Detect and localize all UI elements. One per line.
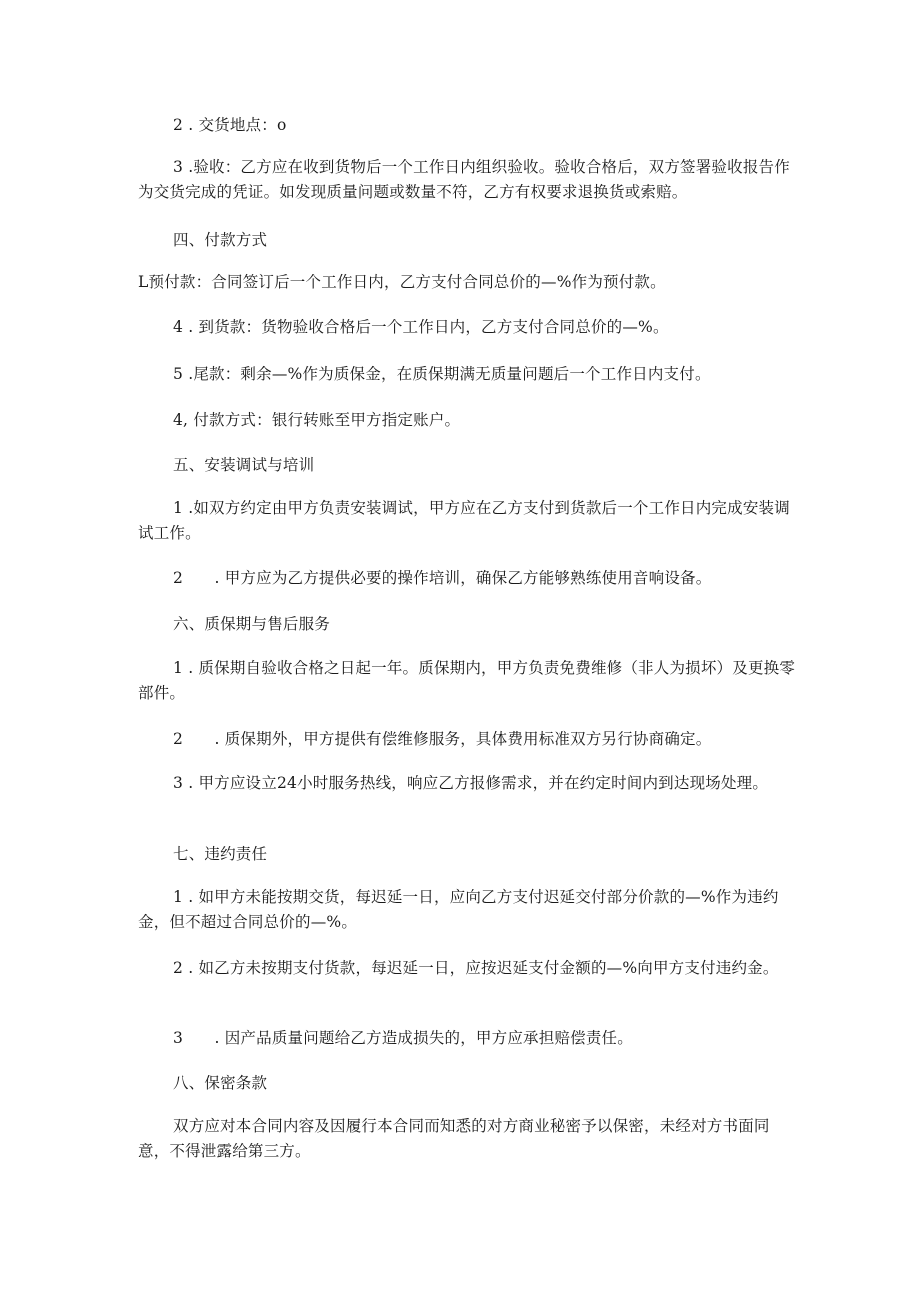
payment-method-clause: 4, 付款方式：银行转账至甲方指定账户。 [173, 411, 461, 429]
warranty-period-clause: 1 . 质保期自验收合格之日起一年。质保期内，甲方负责免费维修（非人为损坏）及更换零部件。 [138, 659, 796, 702]
section-heading-payment: 四、付款方式 [173, 231, 268, 249]
late-delivery-clause: 1 . 如甲方未能按期交货，每迟延一日，应向乙方支付迟延交付部分价款的—%作为违约金，但不超过合同总价的—%。 [138, 888, 779, 931]
final-payment-clause: 5 .尾款：剩余—%作为质保金，在质保期满无质量问题后一个工作日内支付。 [173, 365, 711, 383]
installation-clause: 1 .如双方约定由甲方负责安装调试，甲方应在乙方支付到货款后一个工作日内完成安装调试工作。 [138, 499, 790, 542]
section-heading-confidentiality: 八、保密条款 [173, 1074, 268, 1092]
service-hotline-clause: 3 . 甲方应设立24小时服务热线，响应乙方报修需求，并在约定时间内到达现场处理。 [173, 774, 769, 792]
training-clause: 2 . 甲方应为乙方提供必要的操作培训，确保乙方能够熟练使用音响设备。 [173, 569, 712, 587]
delivery-location-clause: 2 . 交货地点：o [173, 116, 287, 134]
confidentiality-clause: 双方应对本合同内容及因履行本合同而知悉的对方商业秘密予以保密，未经对方书面同意，不得泄露给第三方。 [138, 1117, 770, 1160]
late-payment-clause: 2 . 如乙方未按期支付货款，每迟延一日，应按迟延支付金额的—%向甲方支付违约金。 [173, 959, 779, 977]
section-heading-installation: 五、安装调试与培训 [173, 456, 315, 474]
post-warranty-clause: 2 . 质保期外，甲方提供有偿维修服务，具体费用标准双方另行协商确定。 [173, 730, 712, 748]
acceptance-clause: 3 .验收：乙方应在收到货物后一个工作日内组织验收。验收合格后，双方签署验收报告作为交货完成的凭证。如发现质量问题或数量不符，乙方有权要求退换货或索赔。 [138, 158, 790, 201]
arrival-payment-clause: 4 . 到货款：货物验收合格后一个工作日内，乙方支付合同总价的—%。 [173, 318, 669, 336]
section-heading-warranty: 六、质保期与售后服务 [173, 615, 331, 633]
section-heading-liability: 七、违约责任 [173, 845, 268, 863]
quality-liability-clause: 3 . 因产品质量问题给乙方造成损失的，甲方应承担赔偿责任。 [173, 1029, 633, 1047]
prepayment-clause: L预付款：合同签订后一个工作日内，乙方支付合同总价的—%作为预付款。 [138, 273, 666, 291]
